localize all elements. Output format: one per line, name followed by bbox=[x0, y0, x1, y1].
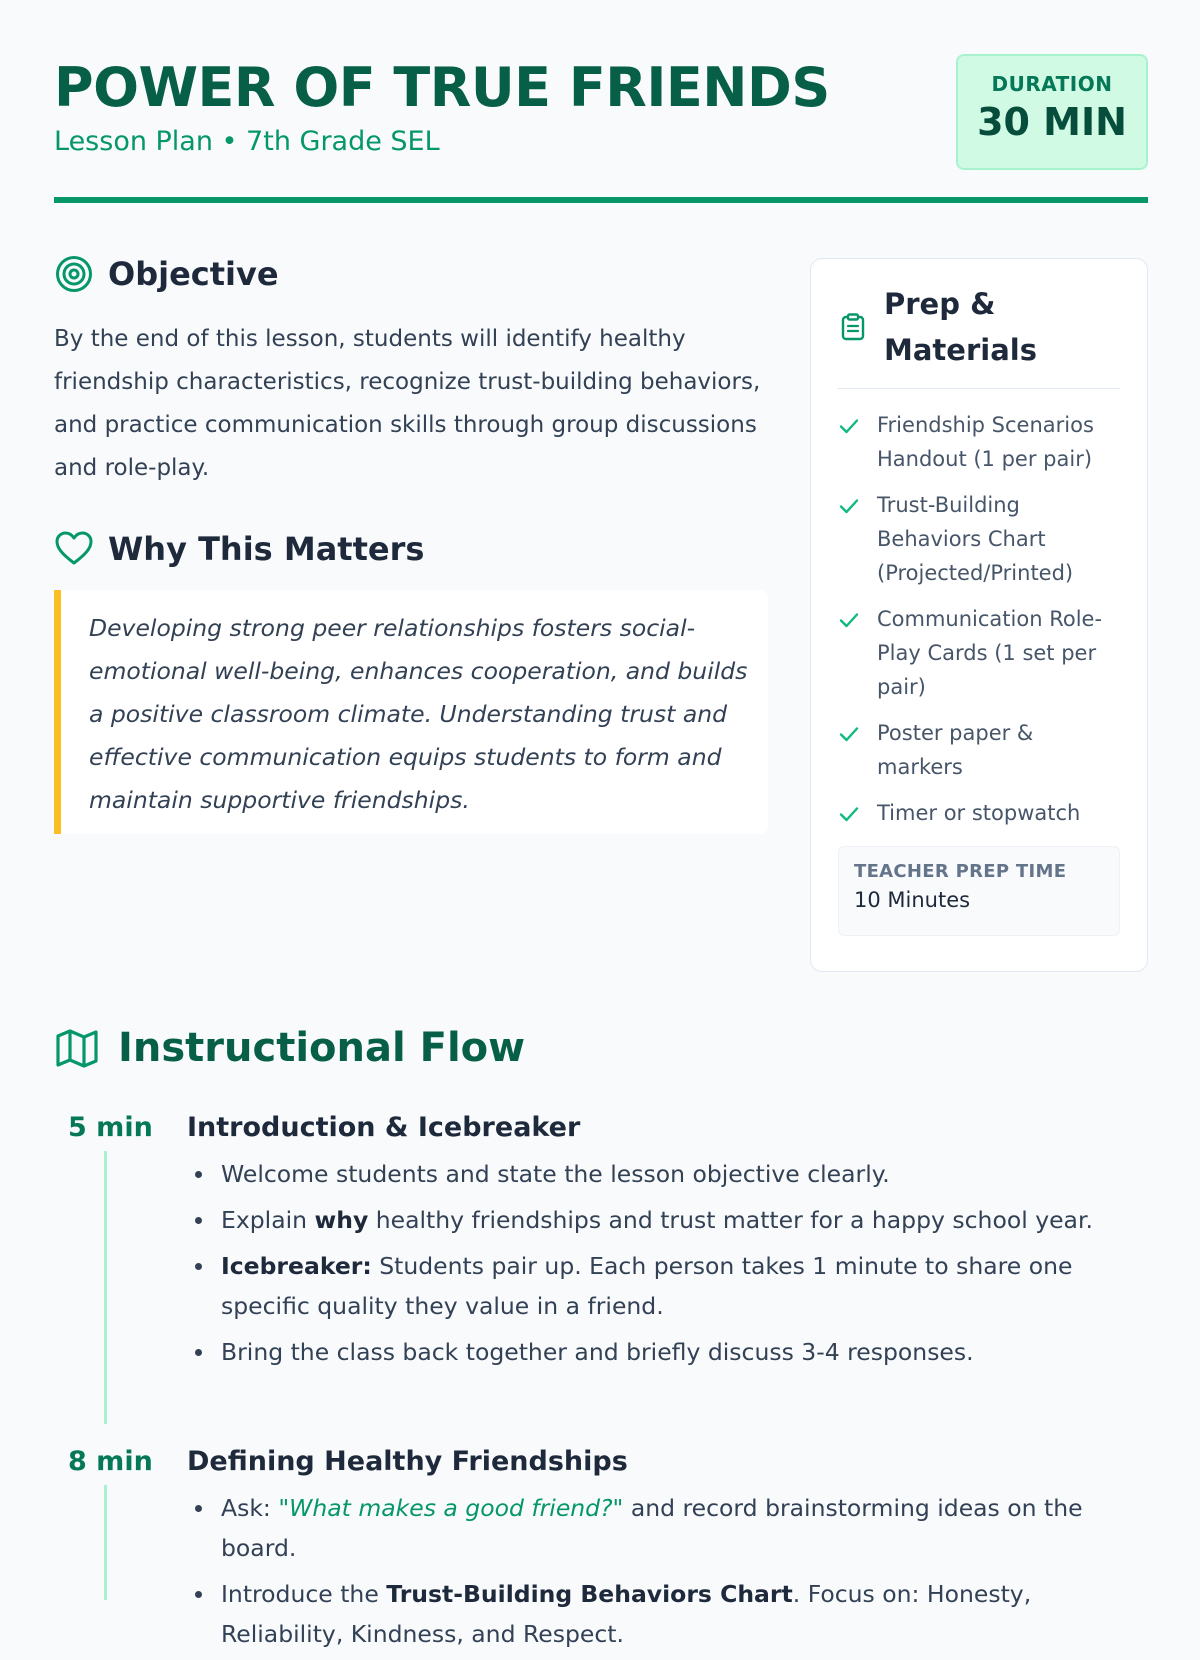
heart-icon bbox=[54, 529, 94, 569]
why-title: Why This Matters bbox=[108, 530, 425, 568]
step-time: 5 min bbox=[68, 1112, 153, 1143]
material-item bbox=[838, 716, 1120, 784]
material-item bbox=[838, 796, 1120, 830]
map-icon bbox=[54, 1025, 100, 1071]
material-text: Timer or stopwatch bbox=[877, 801, 1081, 825]
material-item bbox=[838, 408, 1120, 476]
check-icon bbox=[838, 415, 860, 437]
flow-title: Instructional Flow bbox=[118, 1025, 526, 1071]
timeline-line bbox=[104, 1151, 107, 1424]
duration-value: 30 MIN bbox=[977, 100, 1127, 144]
material-text: Friendship Scenarios Handout (1 per pair) bbox=[877, 413, 1094, 471]
materials-card bbox=[810, 258, 1148, 972]
check-icon bbox=[838, 495, 860, 517]
step-bullets bbox=[187, 1488, 1148, 1660]
step-bullets bbox=[187, 1154, 1148, 1378]
clipboard-icon bbox=[838, 312, 868, 342]
materials-list bbox=[838, 408, 1120, 830]
materials-header bbox=[838, 259, 1120, 389]
header-divider bbox=[54, 197, 1148, 203]
why-quote bbox=[54, 590, 768, 834]
material-item bbox=[838, 488, 1120, 590]
material-text: Communication Role-Play Cards (1 set per pair) bbox=[877, 607, 1103, 699]
prep-time-value: 10 Minutes bbox=[854, 888, 971, 912]
step-time: 8 min bbox=[68, 1446, 153, 1477]
material-text: Poster paper & markers bbox=[877, 721, 1034, 779]
prep-time-box bbox=[838, 846, 1120, 936]
duration-badge bbox=[956, 54, 1148, 170]
page-title: POWER OF TRUE FRIENDS bbox=[54, 56, 830, 119]
objective-heading bbox=[54, 254, 279, 294]
check-icon bbox=[838, 609, 860, 631]
step-bullet: Explain why healthy friendships and trust matter for a happy school year. bbox=[187, 1200, 1148, 1240]
check-icon bbox=[838, 723, 860, 745]
material-text: Trust-Building Behaviors Chart (Projected/Printed) bbox=[877, 493, 1074, 585]
flow-heading bbox=[54, 1025, 525, 1071]
step-bullet: Ask: "What makes a good friend?" and record brainstorming ideas on the board. bbox=[187, 1488, 1148, 1568]
why-heading bbox=[54, 529, 424, 569]
page-subtitle: Lesson Plan • 7th Grade SEL bbox=[54, 126, 440, 157]
materials-title: Prep & Materials bbox=[884, 286, 1037, 367]
target-icon bbox=[54, 254, 94, 294]
objective-title: Objective bbox=[108, 255, 279, 293]
step-bullet: Welcome students and state the lesson objective clearly. bbox=[187, 1154, 1148, 1194]
step-bullet: Introduce the Trust-Building Behaviors Chart. Focus on: Honesty, Reliability, Kindness, and Respect. bbox=[187, 1574, 1148, 1654]
check-icon bbox=[838, 803, 860, 825]
timeline-line bbox=[104, 1485, 107, 1600]
step-title: Introduction & Icebreaker bbox=[187, 1112, 581, 1143]
header bbox=[54, 56, 1148, 206]
objective-text: By the end of this lesson, students will identify healthy friendship characteristics, recognize trust-building behaviors, and practice communication skills through group discussions and role-play. bbox=[54, 326, 761, 481]
step-bullet: Icebreaker: Students pair up. Each person takes 1 minute to share one specific quality they value in a friend. bbox=[187, 1246, 1148, 1326]
why-text: Developing strong peer relationships fosters social-emotional well-being, enhances cooperation, and builds a positive classroom climate. Understanding trust and effective communication equips students to form and maintain supportive friendships. bbox=[89, 614, 748, 814]
lesson-plan-page bbox=[54, 0, 1148, 1648]
duration-label: DURATION bbox=[991, 72, 1113, 96]
material-item bbox=[838, 602, 1120, 704]
prep-time-label: TEACHER PREP TIME bbox=[854, 861, 1067, 882]
step-bullet: Bring the class back together and briefly discuss 3-4 responses. bbox=[187, 1332, 1148, 1372]
step-title: Defining Healthy Friendships bbox=[187, 1446, 628, 1477]
